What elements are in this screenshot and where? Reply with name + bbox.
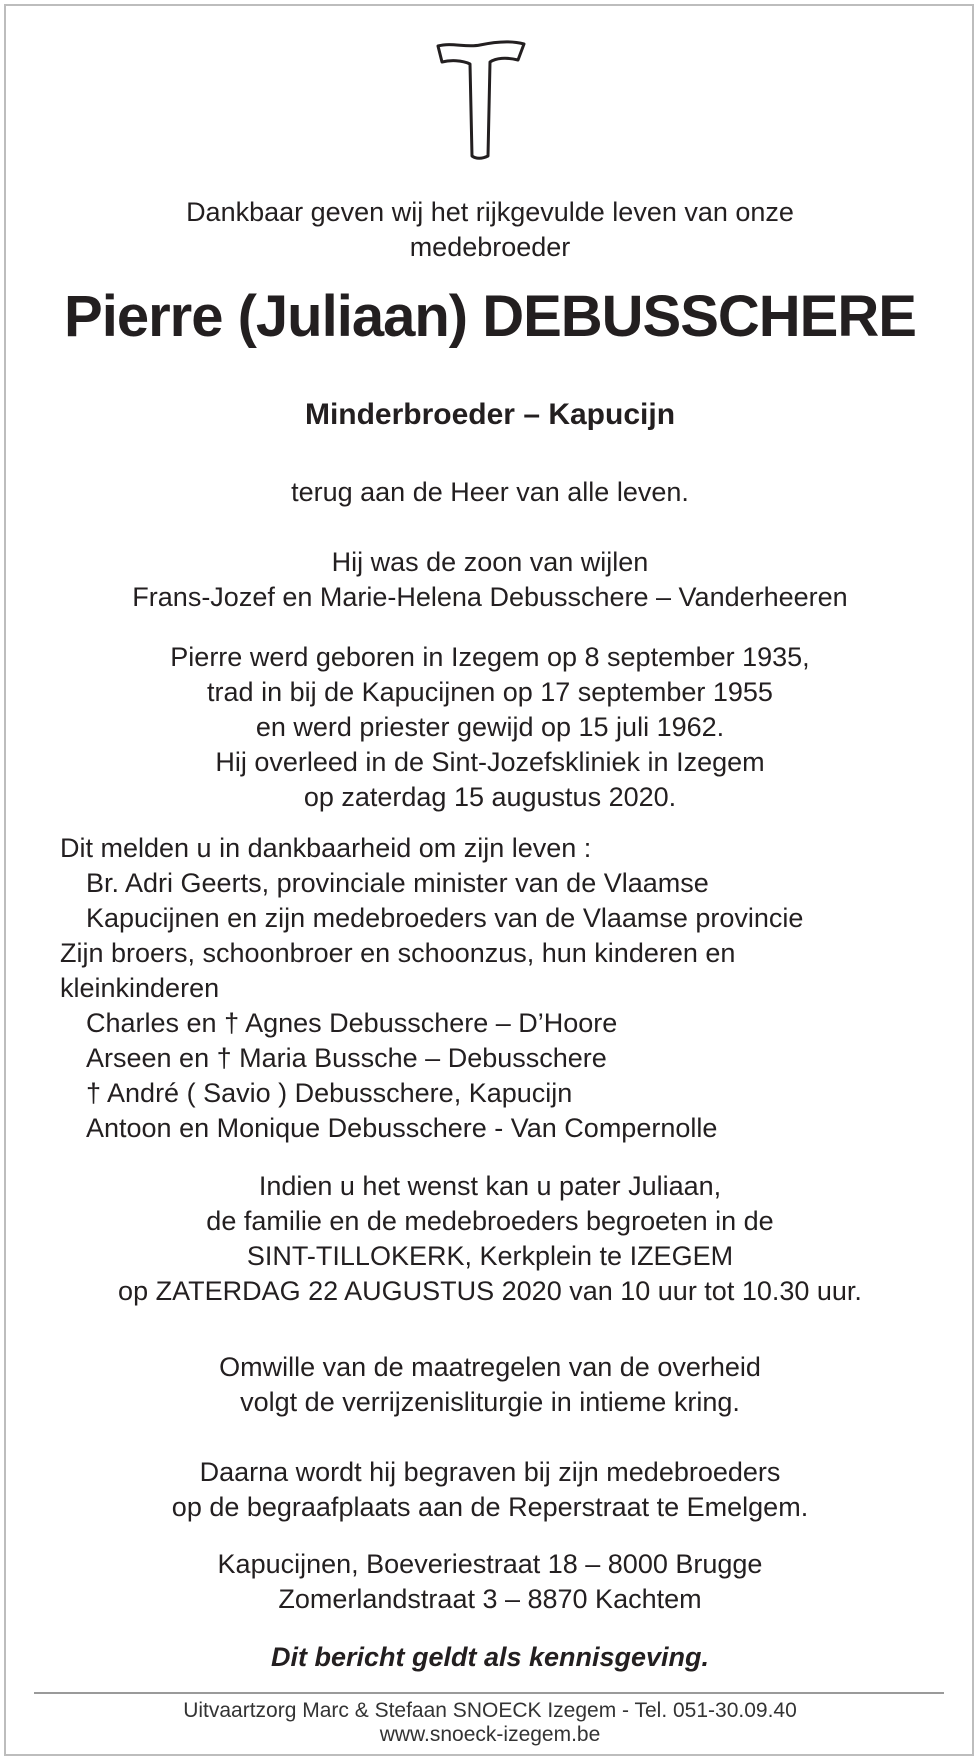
intro-line: Dankbaar geven wij het rijkgevulde leven van onze	[186, 197, 794, 227]
family-member: Charles en † Agnes Debusschere – D’Hoore	[86, 1008, 618, 1038]
family-member: Antoon en Monique Debusschere - Van Compernolle	[86, 1113, 718, 1143]
liturgy-line: Omwille van de maatregelen van de overheid	[219, 1352, 761, 1382]
visitation-line: Indien u het wenst kan u pater Juliaan,	[258, 1171, 722, 1201]
biography-line: Hij overleed in de Sint-Jozefskliniek in Izegem	[215, 747, 765, 777]
parents-block	[0, 545, 980, 615]
burial-block	[0, 1455, 980, 1525]
religious-order: Minderbroeder – Kapucijn	[304, 398, 676, 431]
burial-line: Daarna wordt hij begraven bij zijn medebroeders	[199, 1457, 781, 1487]
family-member: † André ( Savio ) Debusschere, Kapucijn	[86, 1078, 573, 1108]
biography-line: Pierre werd geboren in Izegem op 8 september 1935,	[170, 642, 810, 672]
biography-line: trad in bij de Kapucijnen op 17 september 1955	[207, 677, 773, 707]
address-line: Kapucijnen, Boeveriestraat 18 – 8000 Brugge	[217, 1549, 763, 1579]
provincial-line: Kapucijnen en zijn medebroeders van de Vlaamse provincie	[86, 903, 804, 933]
liturgy-line: volgt de verrijzenisliturgie in intieme kring.	[240, 1387, 740, 1417]
intro-line: medebroeder	[409, 232, 571, 262]
biography-line: en werd priester gewijd op 15 juli 1962.	[255, 712, 725, 742]
visitation-line: SINT-TILLOKERK, Kerkplein te IZEGEM	[246, 1241, 734, 1271]
liturgy-block	[0, 1350, 980, 1420]
parents-line: Hij was de zoon van wijlen	[331, 547, 649, 577]
tau-cross-icon	[432, 36, 528, 160]
intro-text	[0, 195, 980, 265]
visitation-line: op ZATERDAG 22 AUGUSTUS 2020 van 10 uur tot 10.30 uur.	[118, 1276, 862, 1306]
address-line: Zomerlandstraat 3 – 8870 Kachtem	[278, 1584, 702, 1614]
visitation-block	[0, 1169, 980, 1309]
family-intro-line: kleinkinderen	[60, 973, 220, 1003]
burial-line: op de begraafplaats aan de Reperstraat te Emelgem.	[171, 1492, 809, 1522]
address-block	[0, 1547, 980, 1617]
family-member: Arseen en † Maria Bussche – Debusschere	[86, 1043, 607, 1073]
funeral-home-footer	[0, 1699, 980, 1747]
notice-text: Dit bericht geldt als kennisgeving.	[270, 1642, 710, 1672]
funeral-home-contact: Uitvaartzorg Marc & Stefaan SNOECK Izegem - Tel. 051-30.09.40	[183, 1699, 797, 1722]
parents-line: Frans-Jozef en Marie-Helena Debusschere – Vanderheeren	[132, 582, 848, 612]
visitation-line: de familie en de medebroeders begroeten in de	[206, 1206, 774, 1236]
footer-divider	[34, 1692, 944, 1694]
provincial-line: Br. Adri Geerts, provinciale minister van de Vlaamse	[86, 868, 709, 898]
family-intro-line: Zijn broers, schoonbroer en schoonzus, hun kinderen en	[60, 938, 736, 968]
biography-line: op zaterdag 15 augustus 2020.	[303, 782, 677, 812]
deceased-name: Pierre (Juliaan) DEBUSSCHERE	[64, 284, 916, 349]
lead-sentence: terug aan de Heer van alle leven.	[291, 477, 689, 507]
biography-block	[0, 640, 980, 815]
announcement-intro: Dit melden u in dankbaarheid om zijn leven :	[60, 833, 592, 863]
funeral-home-website: www.snoeck-izegem.be	[379, 1723, 601, 1746]
